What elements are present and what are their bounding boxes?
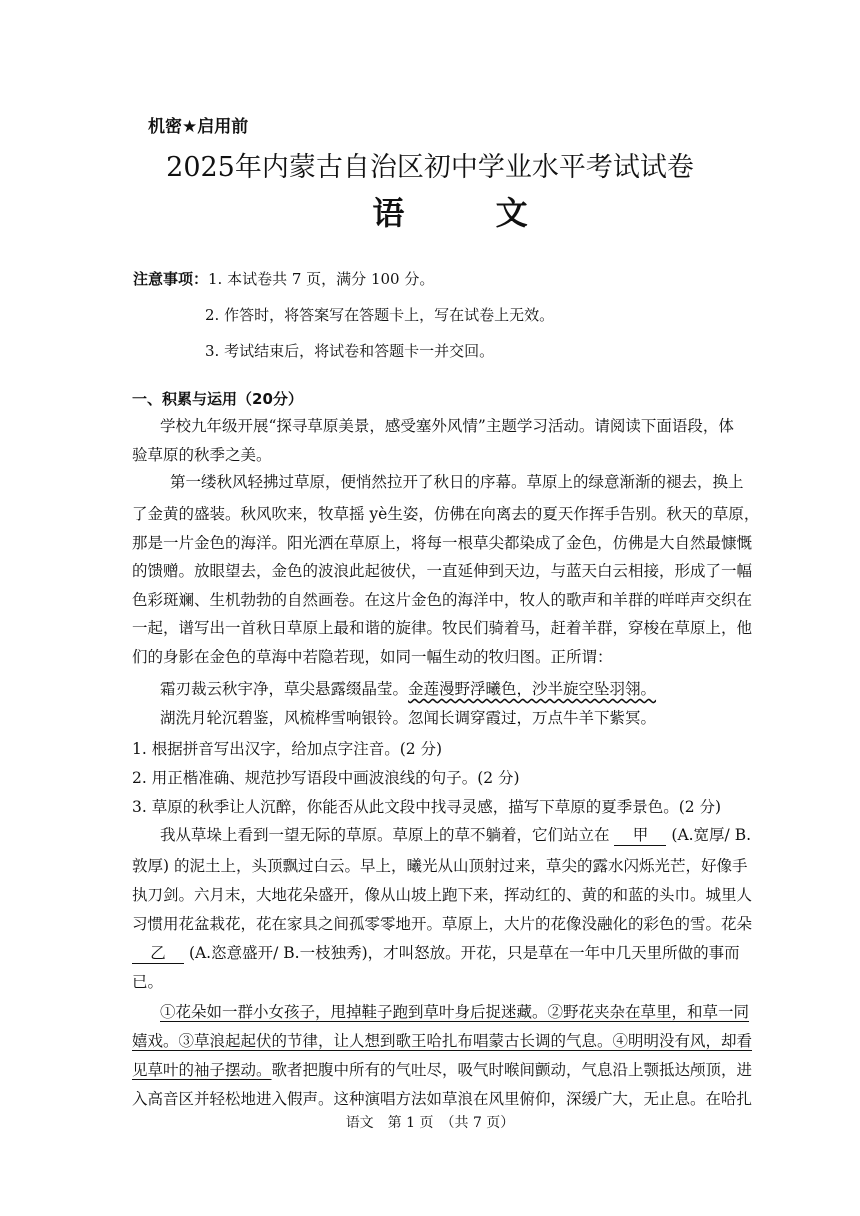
passage-line: 第一缕秋风轻拂过草原，便悄然拉开了秋日的序幕。草原上的绿意渐渐的褪去，换上 [170,473,744,491]
intro-line: 学校九年级开展“探寻草原美景，感受塞外风情”主题学习活动。请阅读下面语段，体 [160,417,734,435]
passage-line: 了金黄的盛装。秋风吹来，牧草摇 yè生姿，仿佛在向离去的夏天作挥手告别。秋天的草原， [132,505,760,523]
passage2-text: (A.恣意盛开/ B.一枝独秀)，才叫怒放。开花，只是草在一年中几天里所做的事而 [188,944,740,962]
poem-line: 湖洗月轮沉碧鉴，风梳桦雪响银铃。忽闻长调穿霞过，万点牛羊下紫冥。 [160,709,657,727]
passage2-line: 敦厚) 的泥土上，头顶飘过白云。早上，曦光从山顶射过来，草尖的露水闪烁光芒，好像手 [132,857,748,875]
passage-line: 那是一片金色的海洋。阳光洒在草原上，将每一根草尖都染成了金色，仿佛是大自然最慷慨 [132,534,753,552]
notes-label: 注意事项： [133,270,209,288]
page-footer: 语文 第 1 页 （共 7 页） [345,1115,515,1131]
passage2-line: 已。 [132,973,164,991]
notes-block [133,268,434,289]
note-item: 2. 作答时，将答案写在答题卡上，写在试卷上无效。 [205,306,555,324]
subject-title: 语 文 [372,194,568,232]
passage2-text: 我从草垛上看到一望无际的草原。草原上的草不躺着，它们站立在 [160,826,610,844]
poem-line [160,677,656,699]
passage3-line: 入高音区并轻松地进入假声。这种演唱方法如草浪在风里俯仰，深缓广大，无止息。在哈扎 [132,1090,753,1108]
confidential-mark: 机密★启用前 [148,117,249,136]
passage-line: 一起，谱写出一首秋日草原上最和谐的旋律。牧民们骑着马，赶着羊群，穿梭在草原上，他 [132,619,753,637]
passage2-line [160,823,751,846]
passage2-options: (A.宽厚/ B. [671,826,752,844]
poem-segment: 霜刃裁云秋宇净，草尖悬露缀晶莹。 [160,680,409,698]
passage-line: 色彩斑斓、生机勃勃的自然画卷。在这片金色的海洋中，牧人的歌声和羊群的咩咩声交织在 [132,591,753,609]
note-item: 1. 本试卷共 7 页，满分 100 分。 [208,270,435,288]
blank-yi: 乙 [132,941,184,964]
passage3-underlined: 见草叶的袖子摆动。 [132,1061,272,1079]
passage3-text: 歌者把腹中所有的气吐尽，吸气时喉间颤动，气息沿上颚抵达颅顶，进 [271,1061,753,1079]
question-3: 3. 草原的秋季让人沉醉，你能否从此文段中找寻灵感，描写下草原的夏季景色。(2 分) [132,798,722,816]
note-item: 3. 考试结束后，将试卷和答题卡一并交回。 [205,342,495,360]
passage3-line: ①花朵如一群小女孩子，甩掉鞋子跑到草叶身后捉迷藏。②野花夹杂在草里，和草一同 [160,1003,750,1021]
section-heading: 一、积累与运用（20分） [132,390,303,408]
passage-line: 的馈赠。放眼望去，金色的波浪此起彼伏，一直延伸到天边，与蓝天白云相接，形成了一幅 [132,562,753,580]
passage3-line: 嬉戏。③草浪起起伏的节律，让人想到歌王哈扎布唱蒙古长调的气息。④明明没有风，却看 [132,1032,753,1050]
poem-wavy-segment: 金莲漫野浮曦色，沙半旋空坠羽翎。 [408,680,657,698]
passage2-line: 执刀剑。六月末，大地花朵盛开，像从山坡上跑下来，挥动红的、黄的和蓝的头巾。城里人 [132,886,753,904]
passage-line: 们的身影在金色的草海中若隐若现，如同一幅生动的牧归图。正所谓： [132,648,613,666]
passage2-line: 习惯用花盆栽花，花在家具之间孤零零地开。草原上，大片的花像没融化的彩色的雪。花朵 [132,915,753,933]
question-2: 2. 用正楷准确、规范抄写语段中画波浪线的句子。(2 分) [132,769,520,787]
blank-jia: 甲 [614,823,666,846]
passage3-line [132,1058,752,1080]
passage2-line [132,941,740,964]
intro-line: 验草原的秋季之美。 [132,446,272,464]
exam-title: 2025年内蒙古自治区初中学业水平考试试卷 [166,152,694,183]
question-1: 1. 根据拼音写出汉字，给加点字注音。(2 分) [132,740,443,758]
